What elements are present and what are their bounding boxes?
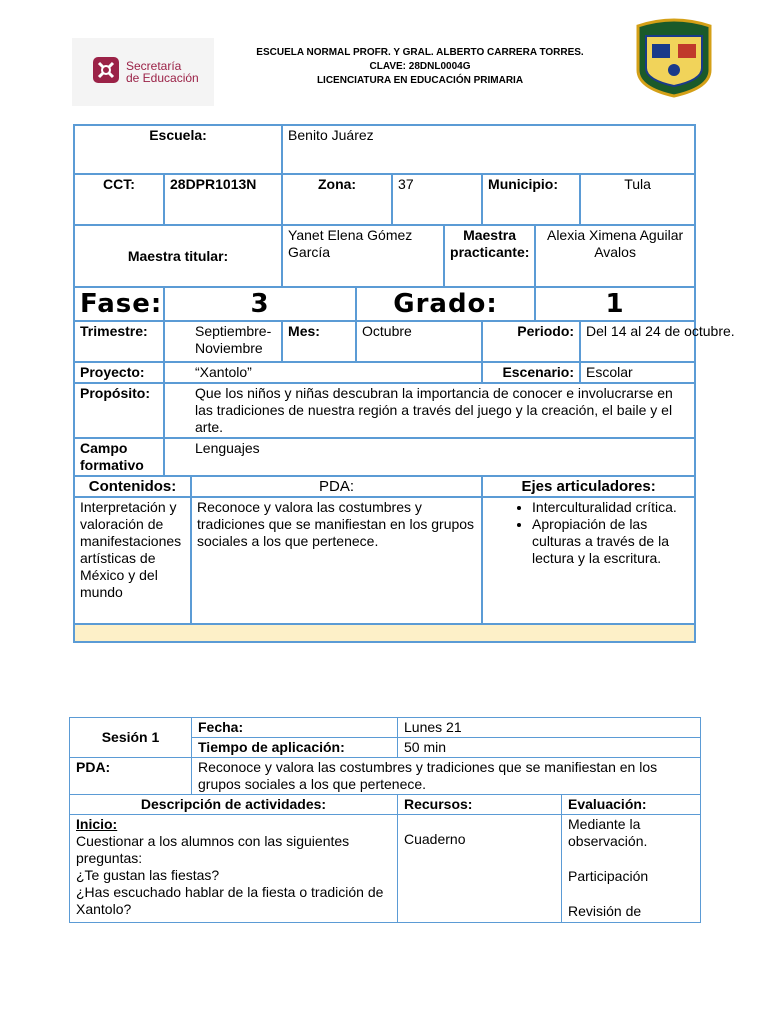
escenario-value: Escolar [580, 362, 695, 383]
session-pda-value: Reconoce y valora las costumbres y tradiciones que se manifiestan en los grupos sociales a los que pertenece. [192, 758, 701, 795]
school-header [200, 46, 640, 88]
eje-item: • Apropiación de las culturas a través de la lectura y la escritura. [532, 516, 689, 567]
secretaria-line1: Secretaría [126, 59, 182, 73]
eval-observacion: Mediante la observación. [568, 816, 648, 849]
row-fecha [70, 718, 701, 738]
row-session-headers [70, 795, 701, 815]
fase-value: 3 [164, 287, 356, 321]
school-code: CLAVE: 28DNL0004G [369, 61, 471, 72]
campo-label: Campo formativo [74, 438, 164, 476]
campo-value: Lenguajes [164, 438, 695, 476]
contenidos-value: Interpretación y valoración de manifestaciones artísticas de México y del mundo [74, 497, 191, 624]
secretaria-logo [72, 38, 214, 106]
session-title: Sesión 1 [70, 718, 192, 758]
inicio-line: ¿Has escuchado hablar de la fiesta o tradición de Xantolo? [76, 884, 384, 917]
inicio-label: Inicio: [76, 816, 118, 832]
eje-item: • Interculturalidad crítica. [532, 499, 689, 516]
tiempo-label: Tiempo de aplicación: [192, 738, 398, 758]
row-maestras [74, 225, 695, 287]
row-campo [74, 438, 695, 476]
mes-label: Mes: [282, 321, 356, 362]
row-session-pda [70, 758, 701, 795]
proposito-value: Que los niños y niñas descubran la importancia de conocer e involucrarse en las tradiciones de nuestra región a través del juego y la creación, el baile y el arte. [164, 383, 695, 438]
trimestre-value: Septiembre-Noviembre [164, 321, 282, 362]
pda-value: Reconoce y valora las costumbres y tradiciones que se manifiestan en los grupos sociales a los que pertenece. [191, 497, 482, 624]
tiempo-value: 50 min [398, 738, 701, 758]
recursos-label: Recursos: [398, 795, 562, 815]
cct-value: 28DPR1013N [164, 174, 282, 225]
secretaria-emblem-icon [92, 56, 120, 84]
row-footer [74, 624, 695, 642]
row-headers [74, 476, 695, 497]
grado-value: 1 [535, 287, 695, 321]
evaluacion-cell [562, 815, 701, 923]
inicio-cell [70, 815, 398, 923]
practicante-value: Alexia Ximena Aguilar Avalos [535, 225, 695, 287]
session-pda-label: PDA: [70, 758, 192, 795]
municipio-label: Municipio: [482, 174, 580, 225]
practicante-label: Maestra practicante: [444, 225, 535, 287]
fase-label: Fase: [74, 287, 164, 321]
municipio-value: Tula [580, 174, 695, 225]
eval-participacion: Participación [568, 868, 649, 884]
inicio-line: Cuestionar a los alumnos con las siguientes preguntas: [76, 833, 350, 866]
escenario-label: Escenario: [482, 362, 580, 383]
titular-label: Maestra titular: [74, 225, 282, 287]
row-cct [74, 174, 695, 225]
recursos-value: Cuaderno [398, 815, 562, 923]
footer-band [74, 624, 695, 642]
cct-label: CCT: [74, 174, 164, 225]
session-table [69, 717, 701, 923]
periodo-value: Del 14 al 24 de octubre. [580, 321, 695, 362]
escuela-label: Escuela: [74, 125, 282, 174]
eval-revision: Revisión de [568, 903, 642, 919]
planning-table [73, 124, 735, 643]
row-content [74, 497, 695, 624]
desc-label: Descripción de actividades: [70, 795, 398, 815]
row-fase [74, 287, 695, 321]
grado-label: Grado: [356, 287, 535, 321]
row-proposito [74, 383, 695, 438]
titular-value: Yanet Elena Gómez García [282, 225, 444, 287]
row-proyecto [74, 362, 695, 383]
pda-label: PDA: [191, 476, 482, 497]
school-name: ESCUELA NORMAL PROFR. Y GRAL. ALBERTO CARRERA TORRES. [256, 47, 584, 58]
secretaria-line2: de Educación [126, 71, 199, 85]
periodo-label: Periodo: [482, 321, 580, 362]
contenidos-label: Contenidos: [74, 476, 191, 497]
escuela-value: Benito Juárez [282, 125, 695, 174]
program-name: LICENCIATURA EN EDUCACIÓN PRIMARIA [316, 75, 524, 86]
row-inicio [70, 815, 701, 923]
ejes-list [482, 497, 695, 624]
fecha-label: Fecha: [192, 718, 398, 738]
mes-value: Octubre [356, 321, 482, 362]
school-crest-icon [632, 18, 716, 98]
zona-value: 37 [392, 174, 482, 225]
row-trimestre [74, 321, 695, 362]
row-escuela [74, 125, 695, 174]
ejes-label: Ejes articuladores: [482, 476, 695, 497]
inicio-line: ¿Te gustan las fiestas? [76, 867, 220, 883]
proyecto-label: Proyecto: [74, 362, 164, 383]
zona-label: Zona: [282, 174, 392, 225]
evaluacion-label: Evaluación: [562, 795, 701, 815]
proyecto-value: “Xantolo” [164, 362, 482, 383]
trimestre-label: Trimestre: [74, 321, 164, 362]
proposito-label: Propósito: [74, 383, 164, 438]
fecha-value: Lunes 21 [398, 718, 701, 738]
